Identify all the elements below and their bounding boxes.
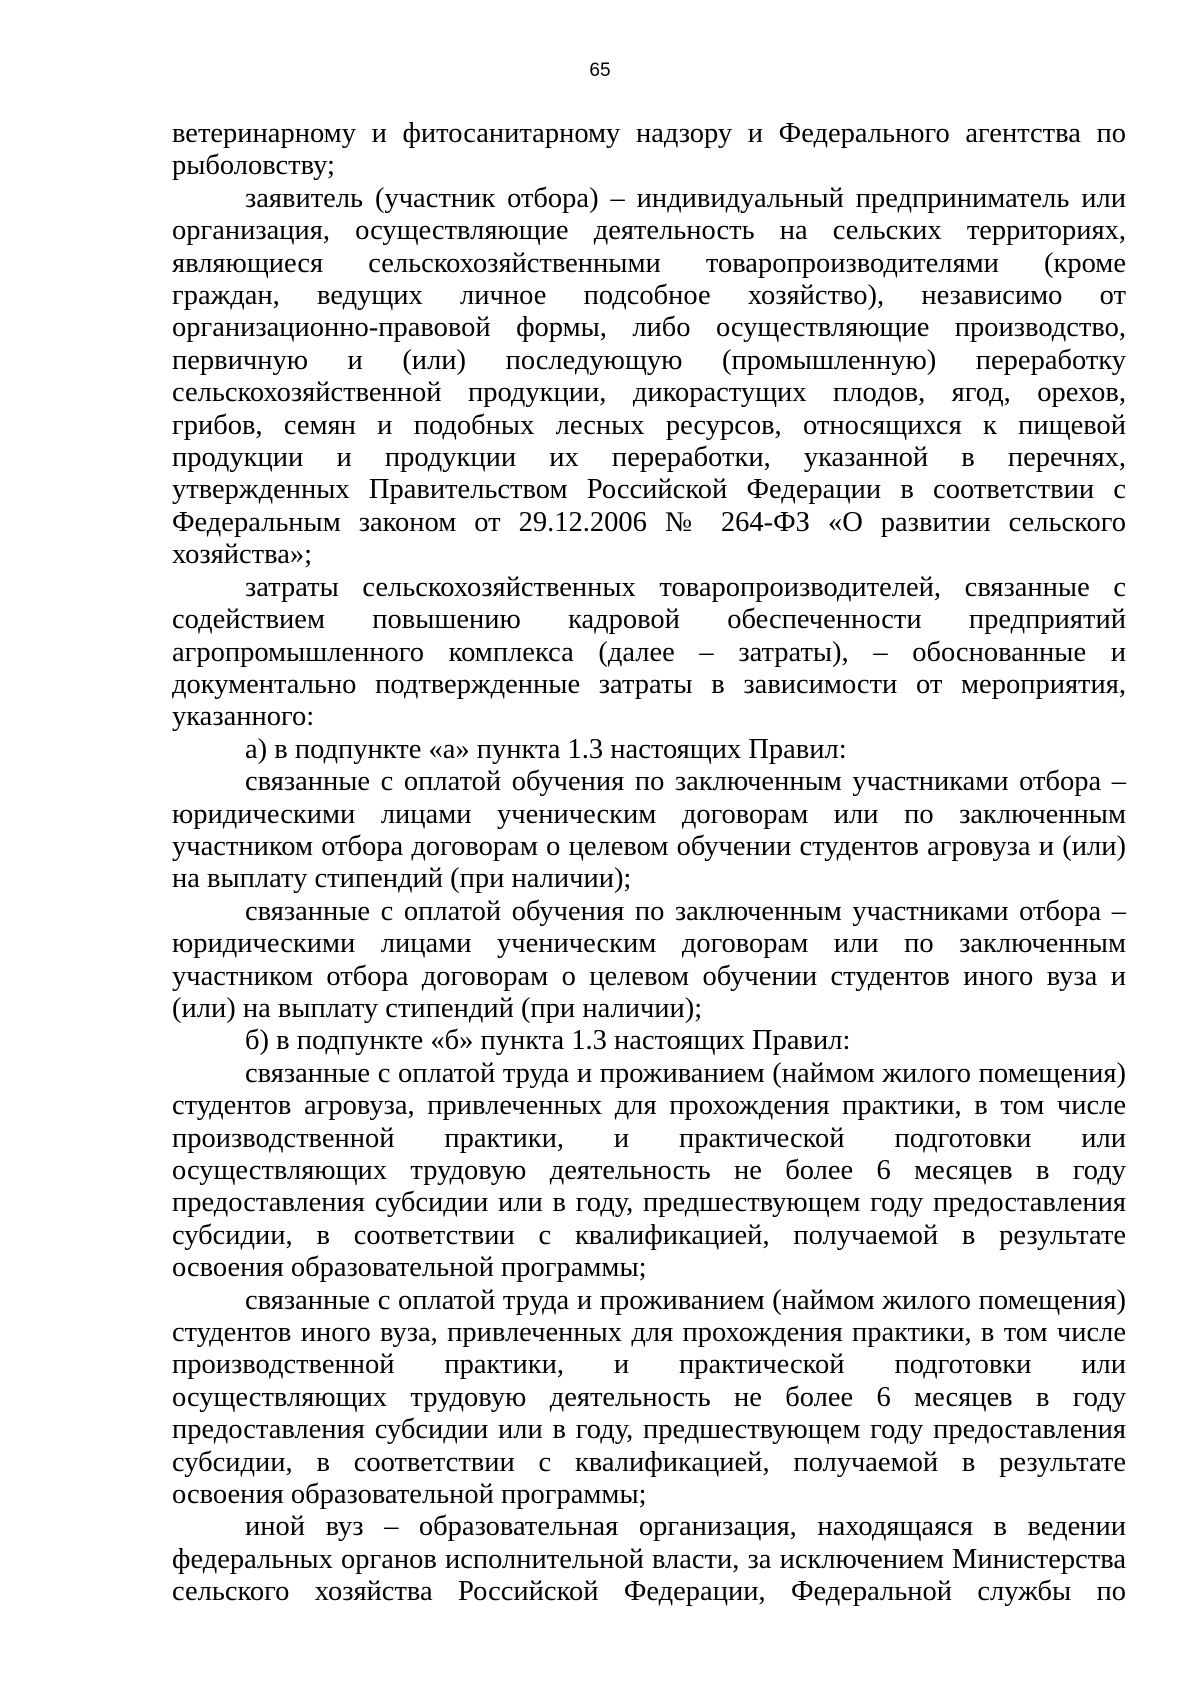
paragraph-labor-other-university: связанные с оплатой труда и проживанием (наймом жилого помещения) студентов иного вуза, привлеченных для прохождения практики, в том числе производственной практики, и практической подготовки или осуществляющих трудовую деятельность не более 6 месяцев в году предоставления субсидии или в году, предшествующем году предоставления субсидии, в соответствии с квалификацией, получаемой в результате освоения образовательной программы; bbox=[172, 1284, 1126, 1511]
page-number: 65 bbox=[589, 60, 611, 81]
paragraph-subitem-a: а) в подпункте «а» пункта 1.3 настоящих Правил: bbox=[245, 733, 847, 765]
paragraph-costs-definition: затраты сельскохозяйственных товаропроизводителей, связанные с содействием повышению кадровой обеспеченности предприятий агропромышленного комплекса (далее – затраты), – обоснованные и документально подтвержденные затраты в зависимости от мероприятия, указанного: bbox=[172, 571, 1126, 733]
paragraph-other-university-definition: иной вуз – образовательная организация, находящаяся в ведении федеральных органов исполнительной власти, за исключением Министерства сельского хозяйства Российской Федерации, Федеральной службы по bbox=[172, 1511, 1126, 1608]
paragraph-continuation: ветеринарному и фитосанитарному надзору и Федерального агентства по рыболовству; bbox=[172, 118, 1126, 182]
paragraph-subitem-b: б) в подпункте «б» пункта 1.3 настоящих Правил: bbox=[245, 1025, 851, 1057]
paragraph-labor-agrouniversity: связанные с оплатой труда и проживанием (наймом жилого помещения) студентов агровуза, привлеченных для прохождения практики, в том числе производственной практики, и практической подготовки или осуществляющих трудовую деятельность не более 6 месяцев в году предоставления субсидии или в году, предшествующем году предоставления субсидии, в соответствии с квалификацией, получаемой в результате освоения образовательной программы; bbox=[172, 1057, 1126, 1284]
paragraph-training-agrouniversity: связанные с оплатой обучения по заключенным участниками отбора – юридическими лицами ученическим договорам или по заключенным участником отбора договорам о целевом обучении студентов агровуза и (или) на выплату стипендий (при наличии); bbox=[172, 766, 1126, 895]
document-body bbox=[172, 118, 1126, 1609]
paragraph-applicant-definition: заявитель (участник отбора) – индивидуальный предприниматель или организация, осуществляющие деятельность на сельских территориях, являющиеся сельскохозяйственными товаропроизводителями (кроме граждан, ведущих личное подсобное хозяйство), независимо от организационно-правовой формы, либо осуществляющие производство, первичную и (или) последующую (промышленную) переработку сельскохозяйственной продукции, дикорастущих плодов, ягод, орехов, грибов, семян и подобных лесных ресурсов, относящихся к пищевой продукции и продукции их переработки, указанной в перечнях, утвержденных Правительством Российской Федерации в соответствии с Федеральным законом от 29.12.2006 № 264-ФЗ «О развитии сельского хозяйства»; bbox=[172, 182, 1126, 571]
paragraph-training-other-university: связанные с оплатой обучения по заключенным участниками отбора – юридическими лицами ученическим договорам или по заключенным участником отбора договорам о целевом обучении студентов иного вуза и (или) на выплату стипендий (при наличии); bbox=[172, 895, 1126, 1024]
